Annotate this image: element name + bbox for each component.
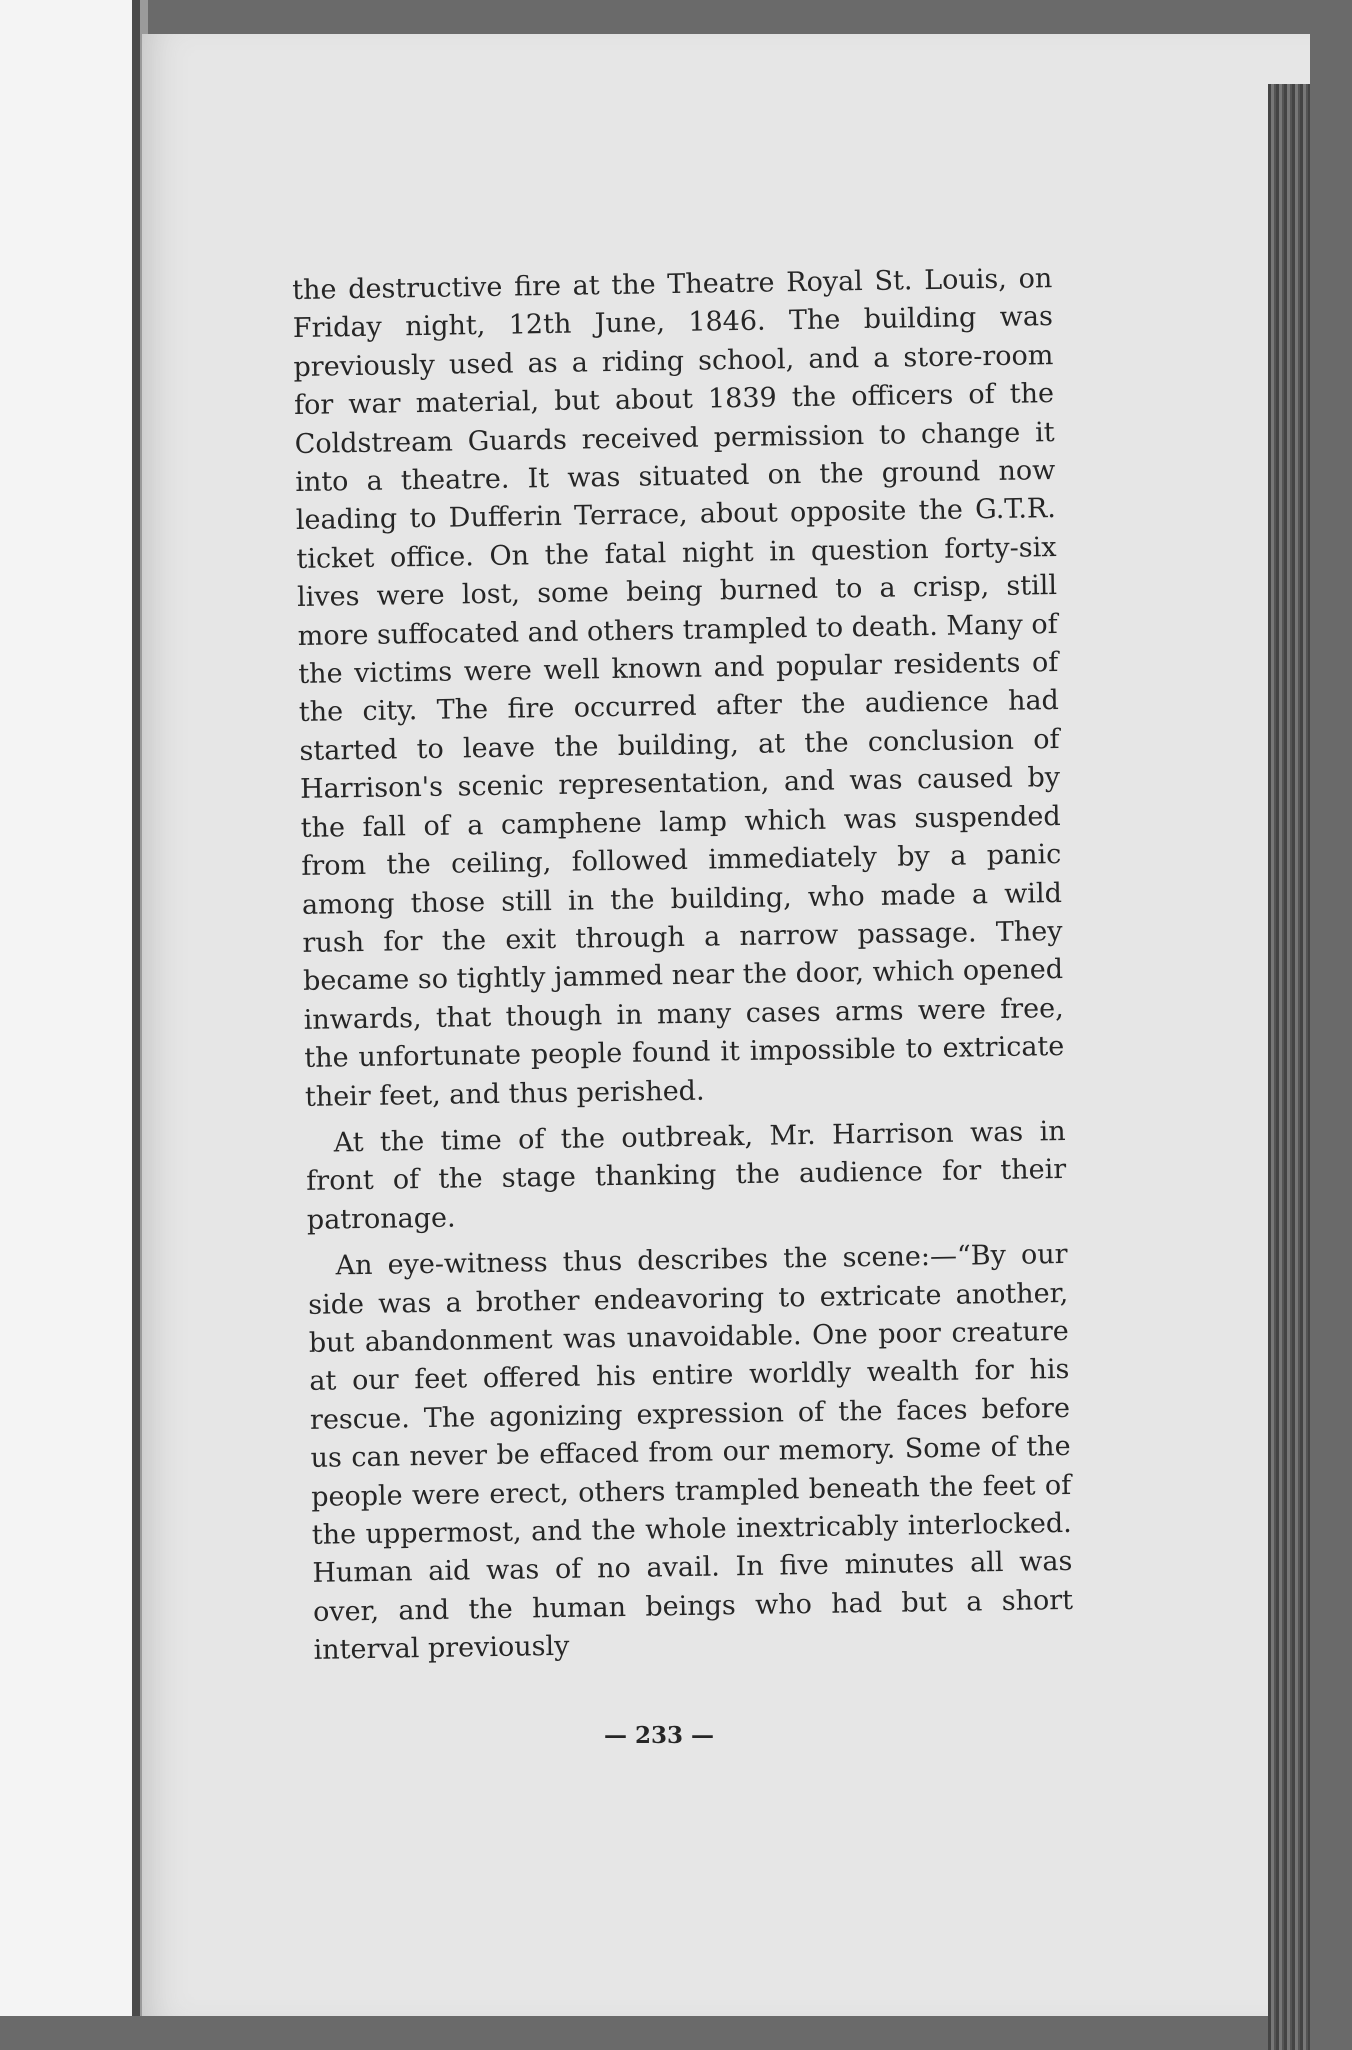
body-text xyxy=(292,260,1074,1670)
page-stack-edge xyxy=(1268,84,1310,2050)
page-number: — 233 — xyxy=(604,1722,715,1749)
left-page-edge xyxy=(0,0,140,2016)
paragraph-3: An eye-witness thus describes the scene:—“By our side was a brother endeavoring to extricate another, but abandonment was unavoidable. One poor creature at our feet offered his entire worldly wealth for his rescue. The agonizing expression of the faces before us can never be effaced from our memory. Some of the people were erect, others trampled beneath the feet of the uppermost, and the whole inextricably interlocked. Human aid was of no avail. In five minutes all was over, and the human beings who had but a short interval previously xyxy=(307,1239,1074,1667)
paragraph-2: At the time of the outbreak, Mr. Harrison was in front of the stage thanking the audience for their patronage. xyxy=(306,1115,1067,1236)
paragraph-1: the destructive fire at the Theatre Royal St. Louis, on Friday night, 12th June, 1846. The building was previously used as a riding school, and a store-room for war material, but about 1839 the officers of the Coldstream Guards received permission to change it into a theatre. It was situated on the ground now leading to Dufferin Terrace, about opposite the G.T.R. ticket office. On the fatal night in question forty-six lives were lost, some being burned to a crisp, still more suffocated and others trampled to death. Many of the victims were well known and popular residents of the city. The fire occurred after the audience had started to leave the building, at the conclusion of Harrison's scenic representation, and was caused by the fall of a camphene lamp which was suspended from the ceiling, followed immediately by a panic among those still in the building, who made a wild rush for the exit through a narrow passage. They became so tightly jammed near the door, which opened inwards, that though in many cases arms were free, the unfortunate people found it impossible to extricate their feet, and thus perished. xyxy=(292,263,1065,1113)
